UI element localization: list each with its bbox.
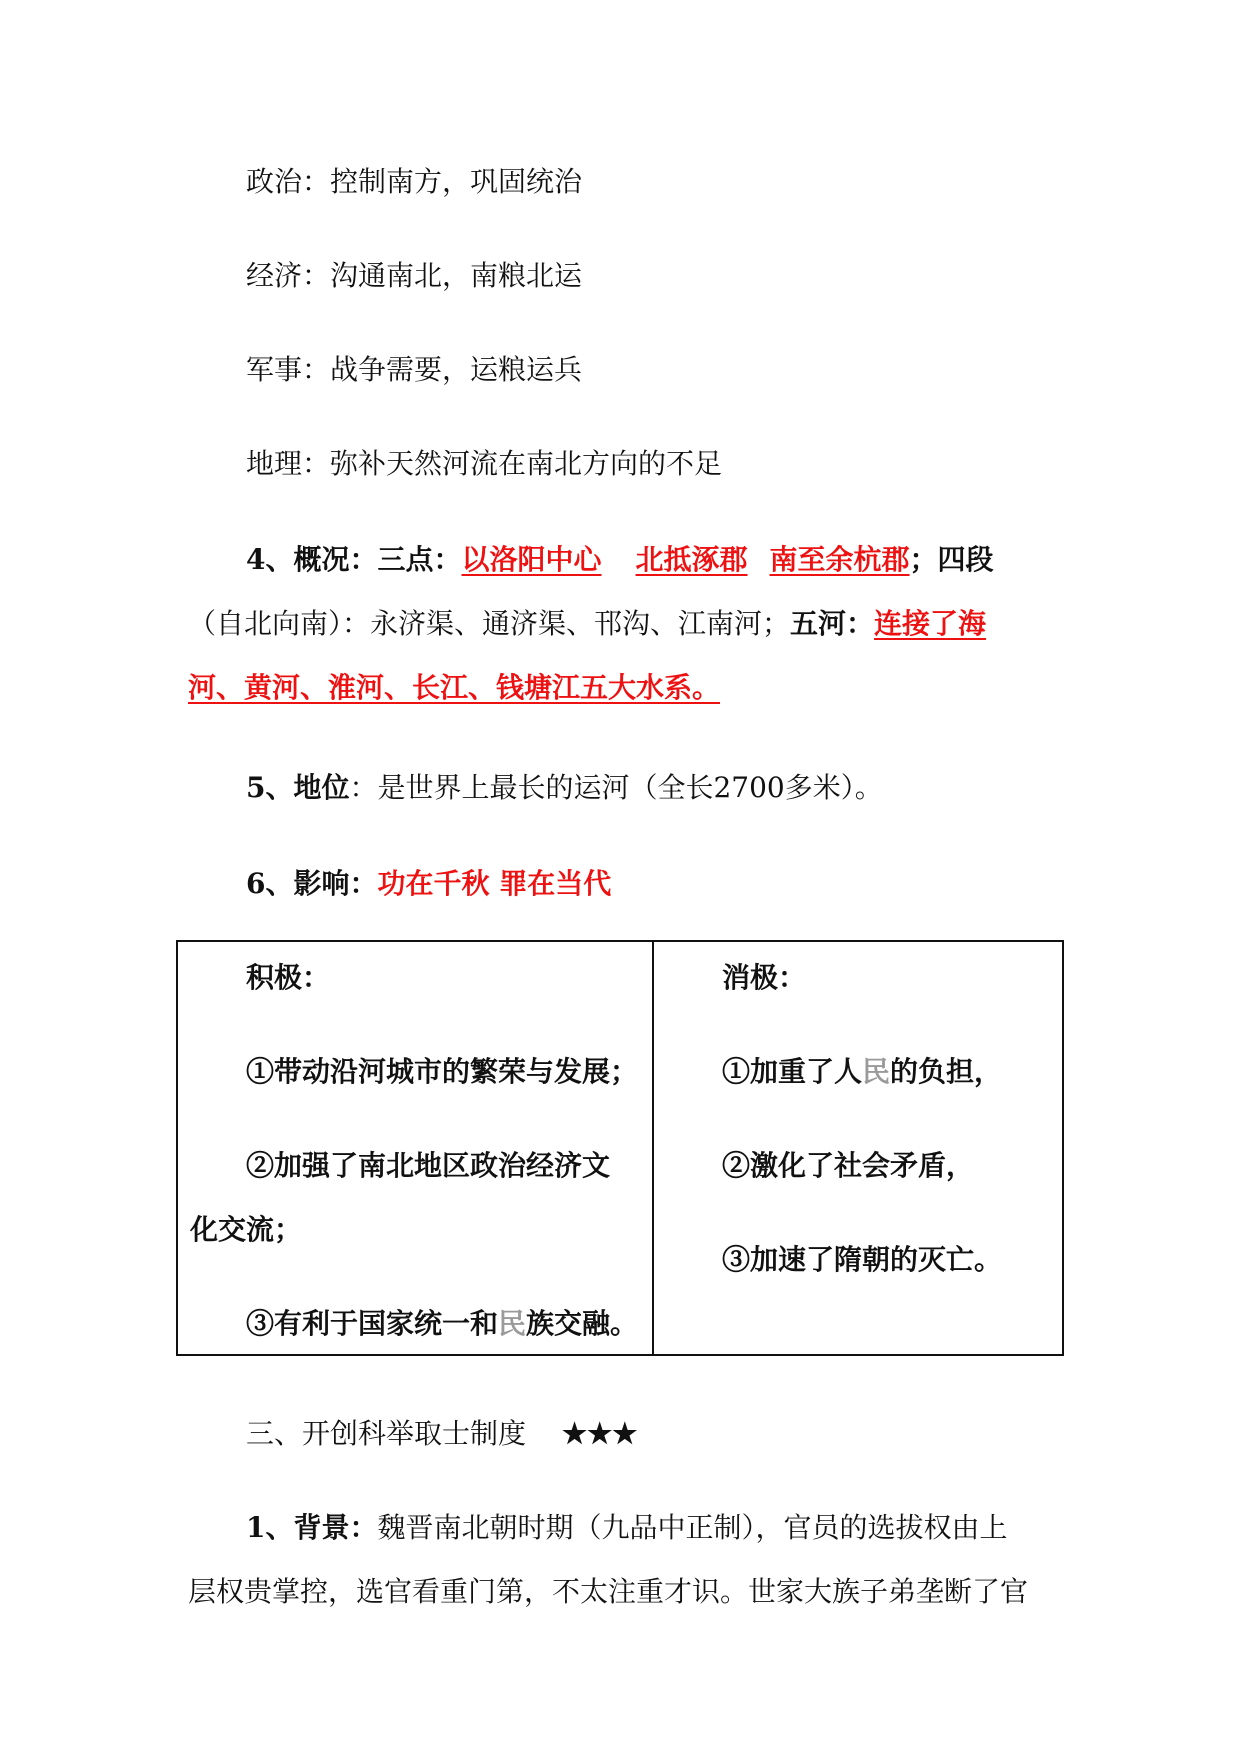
purpose-politics: 政治：控制南方，巩固统治 — [246, 165, 583, 198]
negative-title: 消极： — [722, 961, 807, 994]
positive-item-3: ③有利于国家统一和民族交融。 — [246, 1307, 639, 1340]
purpose-label: 军事 — [246, 353, 303, 386]
impact-table — [176, 940, 1064, 1356]
purpose-label: 地理 — [246, 447, 303, 480]
purpose-military: 军事：战争需要，运粮运兵 — [246, 353, 583, 386]
negative-item-2: ②激化了社会矛盾， — [722, 1149, 975, 1182]
section-3-title: 三、开创科举取士制度 ★★★ — [246, 1417, 638, 1450]
purpose-label: 经济 — [246, 259, 303, 292]
positive-item-2a: ②加强了南北地区政治经济文 — [246, 1149, 611, 1182]
overview-line-2 — [188, 604, 1048, 644]
positive-title: 积极： — [246, 961, 331, 994]
stars-rating: ★★★ — [562, 1417, 638, 1450]
negative-item-3: ③加速了隋朝的灭亡。 — [722, 1243, 1003, 1276]
negative-item-1: ①加重了人民的负担， — [722, 1055, 1003, 1088]
purpose-text: 弥补天然河流在南北方向的不足 — [330, 447, 723, 480]
positive-item-1: ①带动沿河城市的繁荣与发展； — [246, 1055, 639, 1088]
positive-cell — [177, 941, 653, 1355]
purpose-economy: 经济：沟通南北，南粮北运 — [246, 259, 583, 292]
impact-line — [246, 864, 611, 904]
point-yuhang: 南至余杭郡 — [769, 543, 910, 576]
impact-heading: 6、影响： — [246, 867, 378, 900]
status-heading: 5、地位 — [246, 771, 350, 804]
purpose-text: 控制南方，巩固统治 — [330, 165, 583, 198]
overview-line-1: 4、概况：三点：以洛阳中心 北抵涿郡 南至余杭郡；四段 — [246, 543, 994, 576]
background-line-2: 层权贵掌控，选官看重门第，不太注重才识。世家大族子弟垄断了官 — [188, 1575, 1029, 1608]
rivers-text-2: 河、黄河、淮河、长江、钱塘江五大水系。 — [188, 671, 721, 704]
status-line — [246, 768, 883, 808]
overview-heading: 4、概况 — [246, 543, 350, 576]
rivers-text-1: 连接了海 — [874, 607, 987, 640]
positive-item-2b: 化交流； — [190, 1213, 303, 1246]
impact-text: 功在千秋 罪在当代 — [377, 867, 612, 900]
background-heading: 1、背景： — [246, 1511, 378, 1544]
point-zhuojun: 北抵涿郡 — [635, 543, 748, 576]
negative-cell — [653, 941, 1063, 1355]
purpose-text: 沟通南北，南粮北运 — [330, 259, 583, 292]
rivers-label: 五河： — [790, 607, 875, 640]
status-text: ：是世界上最长的运河（全长2700多米）。 — [349, 771, 883, 804]
segments-text: （自北向南）：永济渠、通济渠、邗沟、江南河； — [188, 607, 791, 640]
overview-line-3 — [188, 668, 1048, 708]
point-luoyang: 以洛阳中心 — [461, 543, 602, 576]
purpose-geography: 地理：弥补天然河流在南北方向的不足 — [246, 447, 723, 480]
purpose-text: 战争需要，运粮运兵 — [330, 353, 583, 386]
background-line-1: 1、背景：魏晋南北朝时期（九品中正制），官员的选拔权由上 — [246, 1511, 1008, 1544]
purpose-label: 政治 — [246, 165, 303, 198]
